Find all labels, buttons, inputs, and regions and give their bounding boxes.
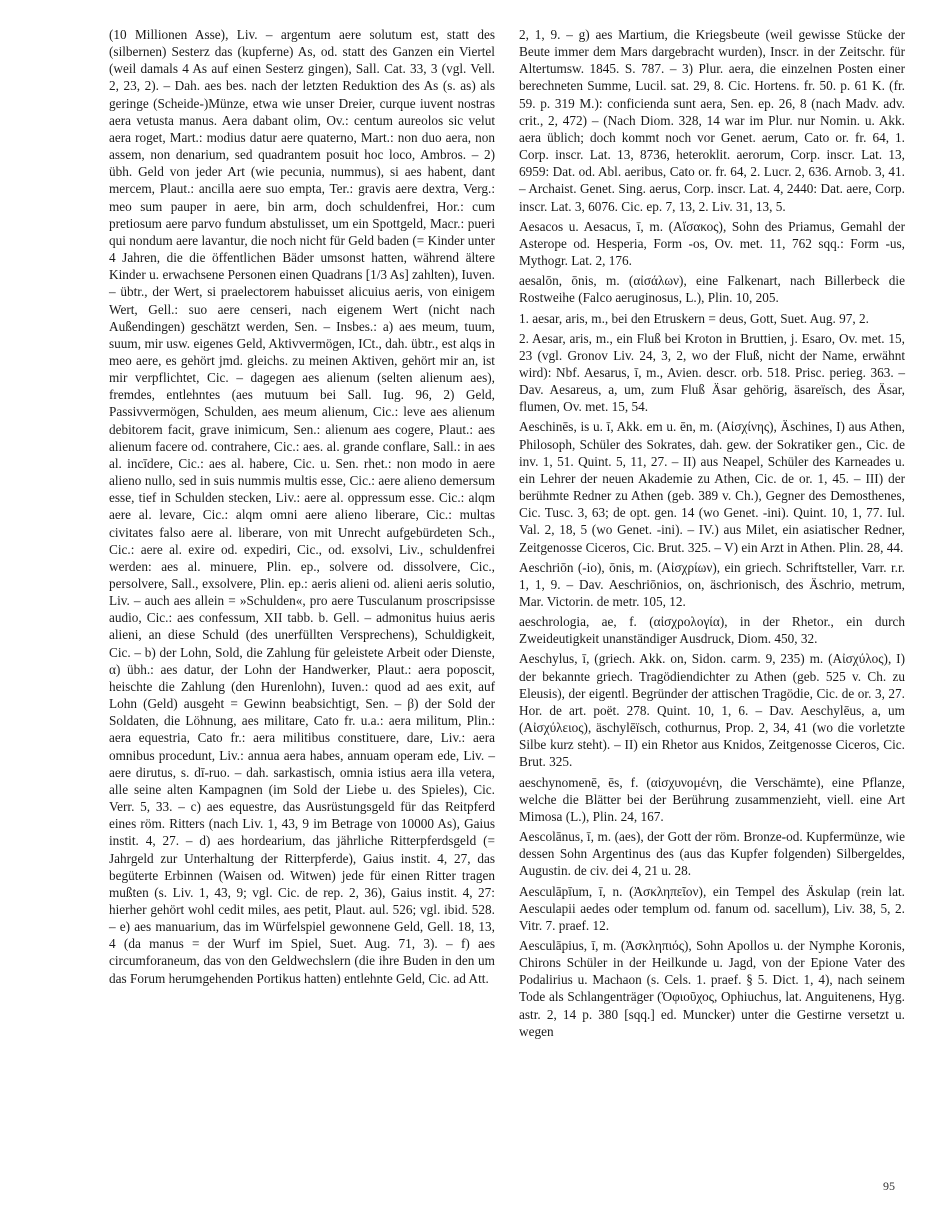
entry-aeschynomene: aeschynomenē, ēs, f. (αἰσχυνομένη, die Verschämte), eine Pflanze, welche die Blätter bei der Berührung zusammenzieht, viell. eine Art Mimosa (L.), Plin. 24, 167. <box>519 774 905 824</box>
entry-aesculapium: Aesculāpīum, ī, n. (Ἀσκληπεῖον), ein Tempel des Äskulap (rein lat. Aesculapii aedes oder templum od. fanum od. sacellum), Liv. 38, 5, 2. Vitr. 7. praef. 12. <box>519 883 905 933</box>
entry-aesar-1: 1. aesar, aris, m., bei den Etruskern = deus, Gott, Suet. Aug. 97, 2. <box>519 310 869 326</box>
entry-continuation-aes: (10 Millionen Asse), Liv. – argentum aere solutum est, statt des (silbernen) Sesterz das (kupferne) As, od. statt des Ganzen ein Viertel (weil damals 4 As auf einen Sesterz gingen), Sall. Cat. 33, 3 (vgl. Vell. 2, 23, 2). – Dah. aes bes. nach der letzten Reduktion des As (s. as) als geringe (Scheide-)Münze, etwa wie unser Dreier, curque iuvent nostras aera vetusta manus. Aera dabant olim, Ov.: centum aureolos sic velut aera roget, Mart.: modius datur aere quaterno, Mart.: non duo aera, non assem, non denarium, sed quadrantem posuit hoc loco, Ambros. – 2) übh. Geld von jeder Art (wie pecunia, nummus), si aes habent, dant mercem, Plaut.: ancilla aere suo empta, Ter.: gravis aere dextra, Verg.: meo sum pauper in aere, bin arm, doch schuldenfrei, Hor.: cum pretiosum aere parvo fundum abstulisset, um ein Spottgeld, Macr.: pueri qui nondum aere lavantur, die noch nicht für Geld baden (= Kinder unter 4 Jahren, die die öffentlichen Bäder umsonst hatten, während ältere Kinder u. erwachsene Personen einen Quadrans [1/3 As] zahlten), Iuven. – übtr., der Wert, si praelectorem habuisset alicuius aeris, von einigem Wert, Gell.: suo aere censeri, nach eigenem Wert (nicht nach Außendingen) geschätzt werden, Sen. – Insbes.: a) aes meum, tuum, suum, mir usw. eigenes Geld, Aktivvermögen, ICt., dah. übtr., est alqs in meo aere, es gehört jmd. gleichs. zu meinen Aktiven, gehört mir an, ist mir verpflichtet, Cic. – dagegen aes alienum (selten alienum aes), fremdes, entlehntes (aes mutuum bei Sall. Iug. 96, 2) Geld, Passivvermögen, Schulden, aes meum alienum, Cic.: leve aes alienum debitorem facit, grave inimicum, Sen.: alienum aes cogere, Plaut.: aes alienum facere od. contrahere, Cic.: aes. al. grande conflare, Sall.: in aes al. incīdere, Cic.: aes al. habere, Cic. u. Sen. rhet.: non modo in aere alieno nullo, sed in suis nummis multis esse, Cic.: aere alieno demersum esse, tief in Schulden stecken, Liv.: aere al. oppressum esse. Cic.: alqm aere al. levare, Cic.: alqm omni aere alieno liberare, Cic.: multas civitates falso aere al. liberare, von mit Unrecht aufgebürdeten Sch., Cic.: aere al. exire od. expediri, Cic., od. exsolvi, Liv., schuldenfrei werden: aes al. minuere, Plin. ep., solvere od. dissolvere, Cic., persolvere, Sall., exsolvere, Plin. ep.: aeris alieni od. alieni aeris solutio, Liv. – auch aes allein = »Schulden«, pro aere Tusculanum proscripsisse audio, Cic.: aes confessum, XII tabb. b. Gell. – admonitus huius aeris alieni, an diese Schuld (des unerfüllten Versprechens), Schuldigkeit, Cic. – b) der Lohn, Sold, die Zahlung für geleistete Arbeit oder Dienste, α) übh.: aes datur, der Lohn der Handwerker, Plaut.: aera poposcit, heischte die Zahlung (den Hurenlohn), Iuven.: quod ad aes exit, auf Lohn (Geld) ausgeht = Gewinn beabsichtigt, Sen. – β) der Sold der Soldaten, die Löhnung, aes militare, Cato fr. u.a.: aera militum, Plin.: aera equestria, Cato fr.: aera militibus constituere, dare, Liv.: aera omnibus procedunt, Liv.: annua aera habes, annuam operam ede, Liv. – aere dirutus, s. dī-ruo. – dah. sarkastisch, omnia istius aera illa vetera, alle seine alten Kampagnen (im Sold der Liebe u. des Spieles), Cic. Verr. 5, 33. – c) aes equestre, das Ausrüstungsgeld für das Reitpferd eines röm. Ritters (nach Liv. 1, 43, 9 im Betrage von 10000 As), Gaius instit. 4, 27. – d) aes hordearium, das jährliche Ritterpferdsgeld (= Jahrgeld zur Unterhaltung der Ritterpferde), Gaius instit. 4, 27, das begüterte Erbinnen (Waisen od. Witwen) jede für einen Ritter tragen mußten (s. Liv. 1, 43, 9; vgl. Cic. de rep. 2, 36), Gaius instit. 4, 27: hierher gehört wohl cedit miles, aes petit, Plaut. aul. 526; vgl. ibid. 528. – e) aes manuarium, das im Würfelspiel gewonnene Geld, Gell. 18, 13, 4 (da manus = der Wurf im Spiel, Suet. Aug. 71, 3). – f) aes circumforaneum, das von den Geldwechslern (die ihre Buden in den um das Forum herumgehenden Portikus hatten) entlehnte Geld, Cic. ad Att. <box>109 27 495 986</box>
entry-aeschrion: Aeschriōn (-io), ōnis, m. (Αἰσχρίων), ein griech. Schriftsteller, Varr. r.r. 1, 1, 9. – Dav. Aeschriōnios, on, äschrionisch, des Äschrio, metrum, Mar. Victorin. de metr. 105, 12. <box>519 559 905 609</box>
right-column <box>519 26 905 1040</box>
entry-aeschrologia: aeschrologia, ae, f. (αἰσχρολογία), in der Rhetor., ein durch Zweideutigkeit unanständiger Ausdruck, Diom. 450, 32. <box>519 614 905 647</box>
entry-aesar-2: 2. Aesar, aris, m., ein Fluß bei Kroton in Bruttien, j. Esaro, Ov. met. 15, 23 (vgl. Gronov Liv. 24, 3, 2, wo der Fluß, nicht der Name, erwähnt wird): Nbf. Aesarus, ī, m., Avien. descr. orb. 518. Prisc. perieg. 363. – Dav. Aesareus, a, um, zum Fluß Äsar gehörig, äsareïsch, des Äsar, flumen, Ov. met. 15, 54. <box>519 330 905 415</box>
entry-aeschylus: Aeschylus, ī, (griech. Akk. on, Sidon. carm. 9, 235) m. (Αἰσχύλος), I) der bekannte griech. Tragödiendichter zu Athen (geb. 525 v. Ch. zu Eleusis), der eigentl. Begründer der attischen Tragödie, Cic. de or. 3, 27. Hor. de art. poët. 278. Quint. 10, 1, 6. – Dav. Aeschylēus, a, um (Αἰσχύλειος), äschylēïsch, cothurnus, Prop. 2, 34, 41 (wo die vorletzte Silbe kurz steht). – II) ein Rhetor aus Knidos, Zeitgenosse Ciceros, Cic. Brut. 325. <box>519 651 905 770</box>
entry-aesculapius: Aesculāpius, ī, m. (Ἀσκληπιός), Sohn Apollos u. der Nymphe Koronis, Chirons Schüler in der Heilkunde u. Jagd, von der Epione Vater des Podalirius u. Machaon (s. Cels. 1. praef. § 5. Dict. 1, 4), nach seinem Tode als Schlangenträger (Ὀφιοῦχος, Ophiuchus, lat. Anguitenens, Hyg. astr. 2, 14 p. 380 [sqq.] ed. Muncker) unter die Gestirne versetzt u. wegen <box>519 937 905 1039</box>
left-column <box>109 26 495 987</box>
entry-continuation-aes-end: 2, 1, 9. – g) aes Martium, die Kriegsbeute (weil gewisse Stücke der Beute immer dem Mars dargebracht wurden), Inscr. in der Zeitschr. für Altertumsw. 1845. S. 787. – 3) Plur. aera, die einzelnen Posten einer berechneten Summe, Lucil. sat. 29, 8. Cic. Hortens. fr. 50. p. 61 K. (fr. 59. p. 319 M.): conficienda sunt aera, Sen. ep. 26, 8 (nach Madv. adv. crit., 2, 472) – (Nach Diom. 328, 14 war im Plur. nur Nomin. u. Akk. aera üblich; doch kommt noch vor Genet. aerum, Cato or. fr. 64, 1. Corp. inscr. Lat. 13, 8736, heteroklit. aerorum, Corp. inscr. Lat. 13, 6959: Dat. od. Abl. aeribus, Cato or. fr. 64, 2. Lucr. 2, 636. Arnob. 3, 41. – Archaist. Genet. Sing. aerus, Corp. inscr. Lat. 4, 2440: Dat. aere, Corp. inscr. Lat. 3, 6076. Cic. ep. 7, 13, 2. Liv. 31, 13, 5. <box>519 27 905 214</box>
entry-aesacos: Aesacos u. Aesacus, ī, m. (Αἴσακος), Sohn des Priamus, Gemahl der Asterope od. Hesperia, Form -os, Ov. met. 11, 762 sqq.: Form -us, Mythogr. Lat. 2, 176. <box>519 218 905 269</box>
entry-aesalon: aesalōn, ōnis, m. (αἰσάλων), eine Falkenart, nach Billerbeck die Rostweihe (Falco aeruginosus, L.), Plin. 10, 205. <box>519 273 905 306</box>
entry-aescolanus: Aescolānus, ī, m. (aes), der Gott der röm. Bronze-od. Kupfermünze, wie dessen Sohn Argentinus des (aus das Kupfer folgenden) Silbergeldes, Augustin. de civ. dei 4, 21 u. 28. <box>519 829 905 879</box>
entry-aeschines: Aeschinēs, is u. ī, Akk. em u. ēn, m. (Αἰσχίνης), Äschines, I) aus Athen, Philosoph, Schüler des Sokrates, dah. gew. der Sokratiker gen., Cic. de inv. 1, 51. Quint. 5, 11, 27. – II) aus Neapel, Schüler des Karneades u. ein Lehrer der neuen Akademie zu Athen, Cic. de or. 1, 45. – III) der berühmte Redner zu Athen (geb. 389 v. Ch.), Gegner des Demosthenes, Cic. Tusc. 3, 63; de opt. gen. 14 (wo Genet. -ini). Quint. 10, 1, 77. Iul. Val. 2, 18, 5 (wo Genet. -ini). – IV.) aus Milet, ein asiatischer Redner, Zeitgenosse Ciceros, Cic. Brut. 325. – V) ein Arzt in Athen. Plin. 28, 44. <box>519 419 905 555</box>
page-number: 95 <box>883 1179 895 1193</box>
